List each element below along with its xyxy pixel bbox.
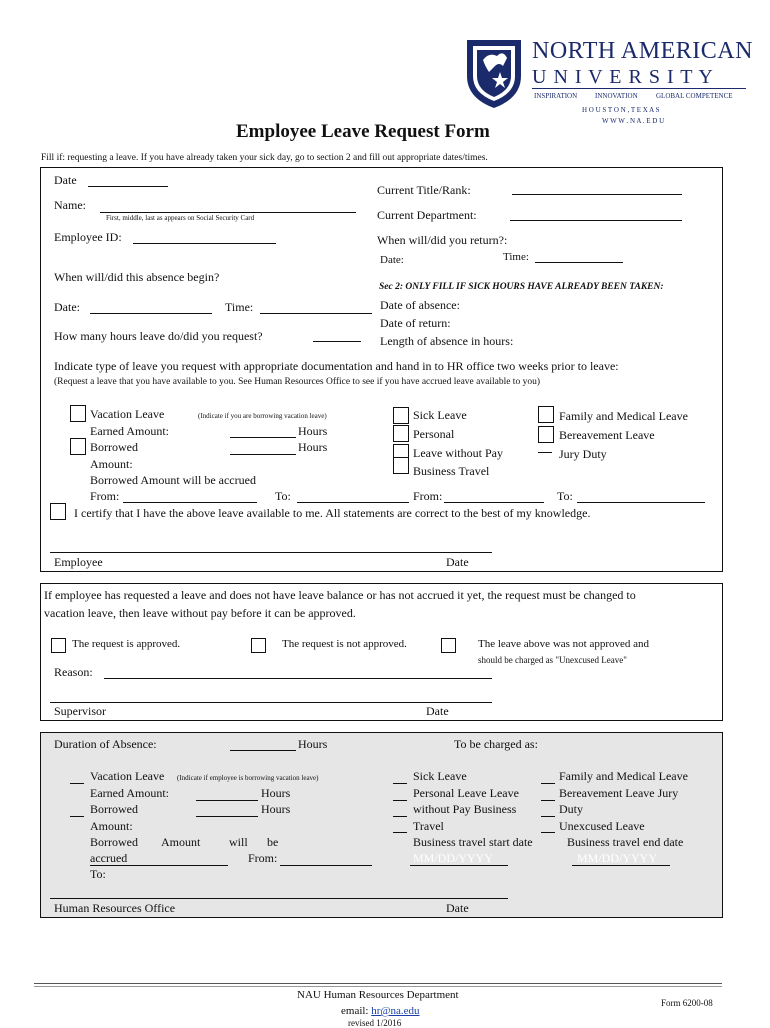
vacation-leave-hint: (Indicate if you are borrowing vacation leave): [198, 412, 327, 420]
hr-be-word: be: [267, 835, 279, 849]
hr-travel-start-field[interactable]: MM/DD/YYYY: [413, 851, 494, 865]
from-field-1[interactable]: [123, 502, 257, 503]
hr-from-field[interactable]: [280, 865, 372, 866]
hr-borrowed-blank[interactable]: [70, 816, 84, 817]
leave-type-subnote: (Request a leave that you have available to you. See Human Resources Office to see if you have accrued leave available to you): [54, 377, 540, 387]
not-approved-checkbox[interactable]: [251, 638, 266, 653]
employee-signature-label: Employee: [54, 555, 103, 569]
section2-notice-2: vacation leave, then leave without pay before it can be approved.: [44, 606, 356, 620]
date-of-absence-label: Date of absence:: [380, 298, 460, 312]
hr-amount-label: Amount:: [90, 819, 133, 833]
family-medical-checkbox[interactable]: [538, 406, 554, 423]
hr-travel-label: Travel: [413, 819, 444, 833]
hr-family-medical-label: Family and Medical Leave: [559, 769, 688, 783]
hr-unexcused-blank[interactable]: [541, 832, 555, 833]
hr-travel-end-label: Business travel end date: [567, 835, 684, 849]
footer-email: [341, 1005, 420, 1017]
length-absence-label: Length of absence in hours:: [380, 334, 514, 348]
family-medical-label: Family and Medical Leave: [559, 409, 688, 423]
current-department-label: Current Department:: [377, 208, 477, 222]
university-location: H O U S T O N , T E X A S: [582, 106, 660, 114]
hr-travel-start-underline: [410, 865, 508, 866]
bereavement-label: Bereavement Leave: [559, 428, 655, 442]
name-hint: First, middle, last as appears on Social Security Card: [106, 214, 255, 222]
to-label-1: To:: [275, 489, 291, 503]
hours-request-field[interactable]: [313, 341, 361, 342]
borrowed-label: Borrowed: [90, 440, 138, 454]
to-field-1[interactable]: [297, 502, 409, 503]
tagline-innovation: INNOVATION: [595, 92, 638, 100]
borrowed-accrued-label: Borrowed Amount will be accrued: [90, 473, 256, 487]
from-field-2[interactable]: [444, 502, 544, 503]
borrowed-checkbox[interactable]: [70, 438, 86, 455]
hr-office-label: Human Resources Office: [54, 901, 176, 915]
return-label: When will/did you return?:: [377, 233, 508, 247]
begin-date-label: Date:: [54, 300, 80, 314]
hr-travel-end-field[interactable]: MM/DD/YYYY: [577, 851, 658, 865]
employee-id-label: Employee ID:: [54, 230, 122, 244]
sick-leave-checkbox[interactable]: [393, 407, 409, 424]
jury-duty-blank[interactable]: [538, 452, 552, 453]
return-date-label: Date:: [380, 254, 404, 266]
earned-hours-label: Hours: [298, 424, 328, 438]
vacation-leave-checkbox[interactable]: [70, 405, 86, 422]
reason-label: Reason:: [54, 665, 93, 679]
form-number: Form 6200-08: [661, 998, 713, 1008]
hr-sick-leave-label: Sick Leave: [413, 769, 467, 783]
hr-without-pay-blank[interactable]: [393, 816, 407, 817]
to-field-2[interactable]: [577, 502, 705, 503]
hr-travel-start-label: Business travel start date: [413, 835, 533, 849]
hr-borrowed-label: Borrowed: [90, 802, 138, 816]
university-website: W W W . N A . E D U: [602, 117, 665, 125]
employee-signature-field[interactable]: [50, 552, 492, 553]
certify-checkbox[interactable]: [50, 503, 66, 520]
tagline-inspiration: INSPIRATION: [534, 92, 578, 100]
business-travel-label: Business Travel: [413, 464, 490, 478]
return-time-field[interactable]: [535, 262, 623, 263]
hr-travel-end-underline: [572, 865, 670, 866]
approved-checkbox[interactable]: [51, 638, 66, 653]
personal-label: Personal: [413, 427, 455, 441]
hr-bereavement-blank[interactable]: [541, 800, 555, 801]
form-title: Employee Leave Request Form: [236, 121, 490, 142]
hr-earned-hours-label: Hours: [261, 786, 291, 800]
form-instructions: Fill if: requesting a leave. If you have already taken your sick day, go to section 2 and fill out appropriate dates/times.: [41, 153, 488, 163]
amount-label: Amount:: [90, 457, 133, 471]
date-of-return-label: Date of return:: [380, 316, 451, 330]
hr-accrued-field[interactable]: [90, 865, 228, 866]
date-label: Date: [54, 173, 77, 187]
university-subname: U N I V E R S I T Y: [532, 66, 714, 88]
unexcused-label-1: The leave above was not approved and: [478, 638, 650, 650]
duration-field[interactable]: [230, 750, 296, 751]
footer-department: NAU Human Resources Department: [297, 989, 459, 1001]
supervisor-signature-field[interactable]: [50, 702, 492, 703]
hr-family-blank[interactable]: [541, 783, 555, 784]
hr-vacation-hint: (Indicate if employee is borrowing vacation leave): [177, 774, 319, 782]
current-title-label: Current Title/Rank:: [377, 183, 471, 197]
vacation-leave-label: Vacation Leave: [90, 407, 165, 421]
hours-request-label: How many hours leave do/did you request?: [54, 329, 263, 343]
to-label-2: To:: [557, 489, 573, 503]
unexcused-label-2: should be charged as "Unexcused Leave": [478, 655, 627, 665]
hr-personal-blank[interactable]: [393, 800, 407, 801]
sick-leave-label: Sick Leave: [413, 408, 467, 422]
absence-begin-label: When will/did this absence begin?: [54, 270, 220, 284]
borrowed-amount-field[interactable]: [230, 454, 296, 455]
hr-without-pay-label: without Pay Business: [413, 802, 517, 816]
earned-amount-field[interactable]: [230, 437, 296, 438]
hr-personal-leave-label: Personal Leave Leave: [413, 786, 519, 800]
current-title-field[interactable]: [512, 194, 682, 195]
current-department-field[interactable]: [510, 220, 682, 221]
footer-divider: [34, 983, 722, 984]
unexcused-checkbox[interactable]: [441, 638, 456, 653]
from-label-1: From:: [90, 489, 120, 503]
begin-time-label: Time:: [225, 300, 254, 314]
duration-label: Duration of Absence:: [54, 737, 157, 751]
footer-email-prefix: email:: [341, 1005, 372, 1017]
hr-vacation-label: Vacation Leave: [90, 769, 165, 783]
reason-field[interactable]: [104, 678, 492, 679]
hr-unexcused-label: Unexcused Leave: [559, 819, 645, 833]
university-name: NORTH AMERICAN: [532, 38, 753, 64]
hr-bereavement-label: Bereavement Leave Jury: [559, 786, 679, 800]
begin-time-field[interactable]: [260, 313, 372, 314]
charged-as-label: To be charged as:: [454, 737, 538, 751]
earned-amount-label: Earned Amount:: [90, 424, 169, 438]
sec2-note: Sec 2: ONLY FILL IF SICK HOURS HAVE ALREADY BEEN TAKEN:: [379, 282, 664, 292]
hr-borrowed-hours-label: Hours: [261, 802, 291, 816]
supervisor-label: Supervisor: [54, 704, 106, 718]
section-2-supervisor: [40, 583, 723, 721]
hr-borrowed-field[interactable]: [196, 816, 258, 817]
hr-will-word: will: [229, 835, 248, 849]
supervisor-date-label: Date: [426, 704, 449, 718]
hr-duty-label: Duty: [559, 802, 583, 816]
footer-email-link[interactable]: hr@na.edu: [371, 1005, 420, 1017]
name-field[interactable]: [100, 212, 356, 213]
hr-amount-word: Amount: [161, 835, 201, 849]
bereavement-checkbox[interactable]: [538, 426, 554, 443]
date-field[interactable]: [88, 186, 168, 187]
name-label: Name:: [54, 198, 86, 212]
university-shield-icon: [463, 36, 525, 110]
personal-checkbox[interactable]: [393, 425, 409, 442]
from-label-2: From:: [413, 489, 443, 503]
footer-revised: revised 1/2016: [348, 1018, 402, 1028]
hr-date-label: Date: [446, 901, 469, 915]
hr-to-field[interactable]: [50, 898, 508, 899]
footer-divider-2: [34, 986, 722, 987]
leave-type-instruction: Indicate type of leave you request with appropriate documentation and hand in to HR office two weeks prior to leave:: [54, 359, 619, 373]
hr-earned-amount-label: Earned Amount:: [90, 786, 169, 800]
hr-duty-blank[interactable]: [541, 816, 555, 817]
business-travel-checkbox[interactable]: [393, 457, 409, 474]
hr-travel-blank[interactable]: [393, 832, 407, 833]
hr-borrowed-word: Borrowed: [90, 835, 138, 849]
return-time-label: Time:: [503, 251, 529, 263]
hr-to-label: To:: [90, 867, 106, 881]
hr-accrued-label: accrued: [90, 851, 128, 865]
jury-duty-label: Jury Duty: [559, 447, 607, 461]
leave-without-pay-label: Leave without Pay: [413, 446, 503, 460]
hr-vacation-blank[interactable]: [70, 783, 84, 784]
employee-id-field[interactable]: [133, 243, 276, 244]
hr-from-label: From:: [248, 851, 278, 865]
borrowed-hours-label: Hours: [298, 440, 328, 454]
begin-date-field[interactable]: [90, 313, 212, 314]
employee-date-label: Date: [446, 555, 469, 569]
approved-label: The request is approved.: [72, 638, 181, 650]
certify-statement: I certify that I have the above leave available to me. All statements are correct to the best of my knowledge.: [74, 506, 591, 520]
duration-hours-label: Hours: [298, 737, 328, 751]
hr-earned-amount-field[interactable]: [196, 800, 258, 801]
section2-notice: If employee has requested a leave and does not have leave balance or has not accrued it yet, the request must be changed to: [44, 588, 636, 602]
not-approved-label: The request is not approved.: [282, 638, 407, 650]
tagline-global-competence: GLOBAL COMPETENCE: [656, 92, 733, 100]
hr-sick-blank[interactable]: [393, 783, 407, 784]
